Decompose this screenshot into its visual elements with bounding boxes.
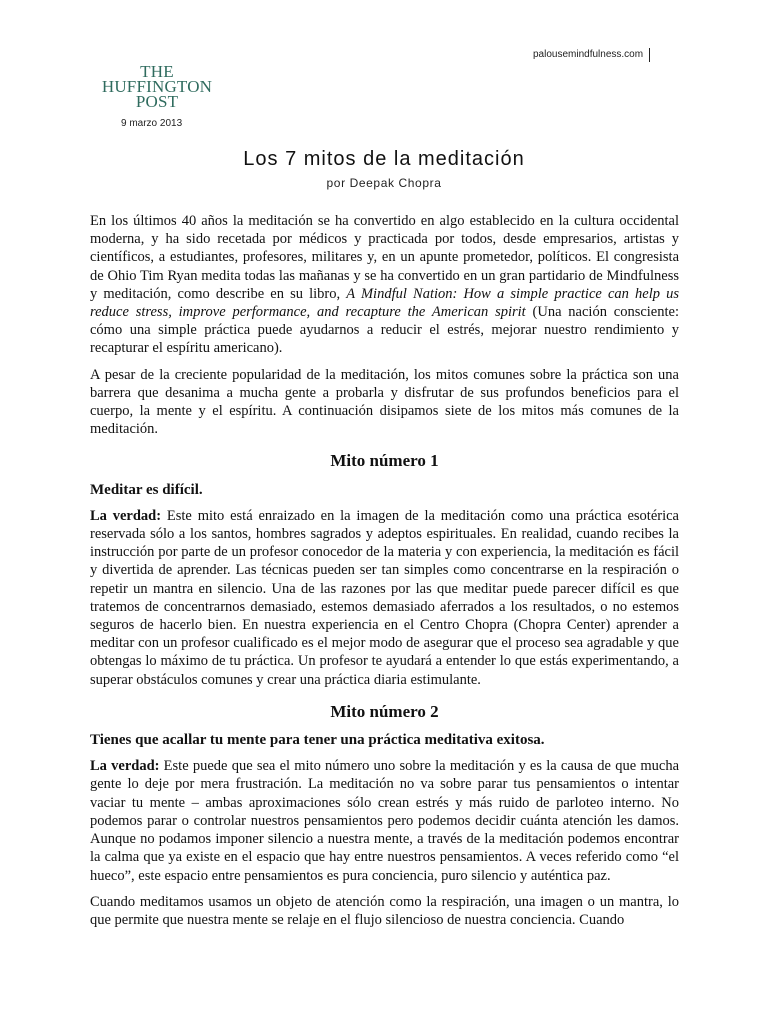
logo-line: HUFFINGTON (101, 77, 213, 96)
publication-date: 9 marzo 2013 (121, 118, 183, 129)
myth-1-truth (90, 507, 679, 689)
myth-1-statement: Meditar es difícil. (90, 481, 203, 498)
myth-2-continuation: Cuando meditamos usamos un objeto de atención como la respiración, una imagen o un mantra, lo que permite que nuestra mente se relaje en el flujo silencioso de nuestra conciencia. Cuando (90, 893, 679, 928)
source-url[interactable]: palousemindfulness.com (533, 48, 650, 62)
myth-2-truth (90, 757, 679, 884)
myth-2-heading: Mito número 2 (330, 701, 439, 721)
truth-label: La verdad: (90, 758, 160, 775)
article-title: Los 7 mitos de la meditación (243, 148, 525, 170)
truth-text: Este puede que sea el mito número uno sobre la meditación y es la causa de que mucha gente lo deje por mera frustración. La meditación no va sobre parar tus pensamientos o intentar vaciar tu mente – ambas aproximaciones sólo crean estrés y más ruido de parloteo interno. No podemos parar o controlar nuestros pensamientos pero podemos decidir cuánta atención les damos. Aunque no podamos imponer silencio a nuestra mente, a través de la meditación podemos encontrar la calma que ya existe en el espacio que hay entre nuestros pensamientos. A veces referido como “el hueco”, este espacio entre pensamientos es pura conciencia, puro silencio y auténtica paz. (90, 758, 680, 884)
intro-paragraph-1 (90, 212, 679, 358)
truth-text: Este mito está enraizado en la imagen de la meditación como una práctica esotérica reservada sólo a los santos, hombres sagrados y adeptos espirituales. En realidad, cuando recibes la instrucción por parte de un profesor conocedor de la materia y con experiencia, la meditación es fácil y divertida de aprender. Las técnicas pueden ser tan simples como concentrarse en la respiración o repetir un mantra en silencio. Una de las razones por las que meditar puede parecer difícil es que tratemos de concentrarnos demasiado, estemos demasiado aferrados a los resultados, o no estemos seguros de hacerlo bien. En nuestra experiencia en el Centro Chopra (Chopra Center) aprender a meditar con un profesor cualificado es el mejor modo de asegurar que el proceso sea agradable y que obtengas lo máximo de tu práctica. Un profesor te ayudará a entender lo que estás experimentando, a superar obstáculos comunes y crear una práctica diaria estimulante. (90, 507, 679, 688)
logo-line: POST (135, 92, 179, 111)
myth-1-heading: Mito número 1 (330, 451, 439, 471)
article-byline: por Deepak Chopra (326, 176, 442, 190)
truth-label: La verdad: (90, 507, 162, 524)
intro-text-continued: (Una nación consciente: cómo una simple práctica puede ayudarnos a reducir el estrés, mejorar nuestro rendimiento y recapturar el espíritu americano). (90, 304, 679, 357)
book-title: A Mindful Nation: How a simple practice can help us reduce stress, improve performance, and recapture the American spirit (90, 285, 679, 321)
article-body (90, 212, 679, 937)
intro-paragraph-2: A pesar de la creciente popularidad de la meditación, los mitos comunes sobre la práctica son una barrera que desanima a mucha gente a probarla y disfrutar de sus profundos beneficios para el cuerpo, la mente y el espíritu. A continuación disipamos siete de los mitos más comunes de la meditación. (90, 366, 679, 438)
logo-line: THE (140, 62, 174, 81)
intro-text: En los últimos 40 años la meditación se ha convertido en algo establecido en la cultura occidental moderna, y ha sido recetada por médicos y practicada por todos, desde empresarios, artistas y científicos, a estudiantes, profesores, militares y, en un apunte prometedor, políticos. El congresista de Ohio Tim Ryan medita todas las mañanas y se ha convertido en un gran partidario de Mindfulness y meditación, como describe en su libro, (90, 213, 679, 302)
myth-2-statement: Tienes que acallar tu mente para tener una práctica meditativa exitosa. (90, 732, 545, 749)
huffington-post-logo (96, 64, 218, 109)
